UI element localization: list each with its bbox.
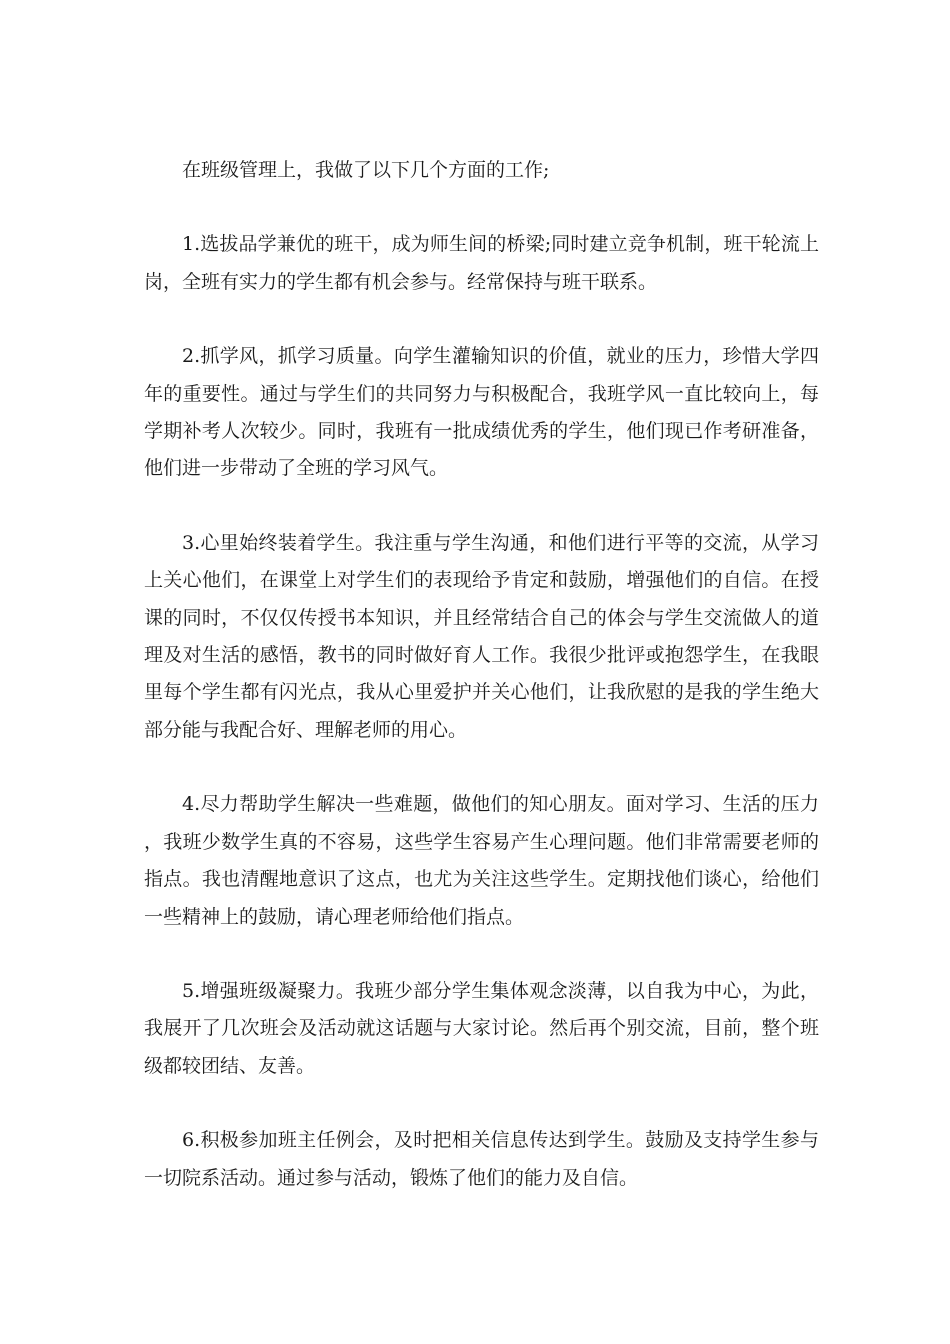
paragraph-item-3: 3.心里始终装着学生。我注重与学生沟通，和他们进行平等的交流，从学习上关心他们，在课堂上对学生们的表现给予肯定和鼓励，增强他们的自信。在授课的同时，不仅仅传授书本知识，并且经常结合自己的体会与学生交流做人的道理及对生活的感悟，教书的同时做好育人工作。我很少批评或抱怨学生，在我眼里每个学生都有闪光点，我从心里爱护并关心他们，让我欣慰的是我的学生绝大部分能与我配合好、理解老师的用心。 bbox=[144, 531, 819, 741]
paragraph-item-2: 2.抓学风，抓学习质量。向学生灌输知识的价值，就业的压力，珍惜大学四年的重要性。通过与学生们的共同努力与积极配合，我班学风一直比较向上，每学期补考人次较少。同时，我班有一批成绩优秀的学生，他们现已作考研准备，他们进一步带动了全班的学习风气。 bbox=[144, 345, 819, 480]
paragraph-item-5: 5.增强班级凝聚力。我班少部分学生集体观念淡薄，以自我为中心，为此，我展开了几次班会及活动就这话题与大家讨论。然后再个别交流，目前，整个班级都较团结、友善。 bbox=[144, 979, 819, 1077]
paragraph-item-1: 1.选拔品学兼优的班干，成为师生间的桥梁;同时建立竞争机制，班干轮流上岗，全班有实力的学生都有机会参与。经常保持与班干联系。 bbox=[144, 233, 819, 293]
document-body bbox=[144, 152, 819, 1234]
paragraph-intro: 在班级管理上，我做了以下几个方面的工作; bbox=[182, 159, 550, 181]
paragraph-item-4: 4.尽力帮助学生解决一些难题，做他们的知心朋友。面对学习、生活的压力，我班少数学生真的不容易，这些学生容易产生心理问题。他们非常需要老师的指点。我也清醒地意识了这点，也尤为关注这些学生。定期找他们谈心，给他们一些精神上的鼓励，请心理老师给他们指点。 bbox=[144, 793, 819, 928]
paragraph-item-6: 6.积极参加班主任例会，及时把相关信息传达到学生。鼓励及支持学生参与一切院系活动。通过参与活动，锻炼了他们的能力及自信。 bbox=[144, 1129, 819, 1189]
